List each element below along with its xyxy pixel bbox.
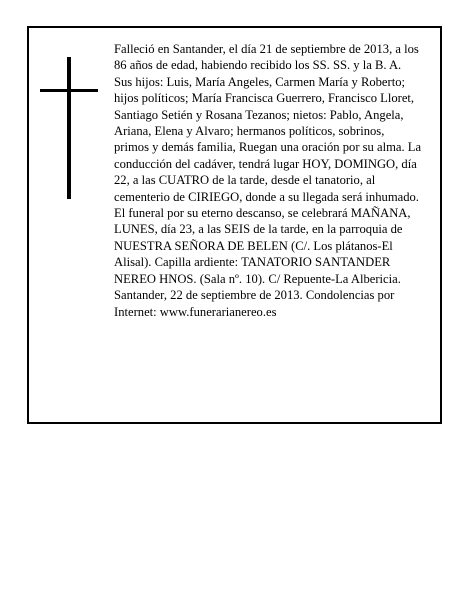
notice-paragraph-date-and-condolences: Santander, 22 de septiembre de 2013. Condolencias por Internet: www.funerarianereo.es <box>114 288 395 319</box>
cross-horizontal-bar <box>40 89 98 92</box>
notice-body <box>114 41 422 320</box>
notice-paragraph-death: Falleció en Santander, el día 21 de septiembre de 2013, a los 86 años de edad, habiendo recibido los SS. SS. y la B. A. <box>114 42 419 73</box>
obituary-notice <box>27 26 442 424</box>
notice-paragraph-family-and-services: Sus hijos: Luis, María Angeles, Carmen María y Roberto; hijos políticos; María Francisca Guerrero, Francisco Lloret, Santiago Setién y Rosana Tezanos; nietos: Pablo, Angela, Ariana, Elena y Alvaro; hermanos políticos, sobrinos, primos y demás familia, Ruegan una oración por su alma. La conducción del cadáver, tendrá lugar HOY, DOMINGO, día 22, a las CUATRO de la tarde, desde el tanatorio, al cementerio de CIRIEGO, donde a su llegada será inhumado. El funeral por su eterno descanso, se celebrará MAÑANA, LUNES, día 23, a las SEIS de la tarde, en la parroquia de NUESTRA SEÑORA DE BELEN (C/. Los plátanos-El Alisal). Capilla ardiente: TANATORIO SANTANDER NEREO HNOS. (Sala nº. 10). C/ Repuente-La Albericia. <box>114 74 422 286</box>
cross-vertical-bar <box>67 57 71 199</box>
